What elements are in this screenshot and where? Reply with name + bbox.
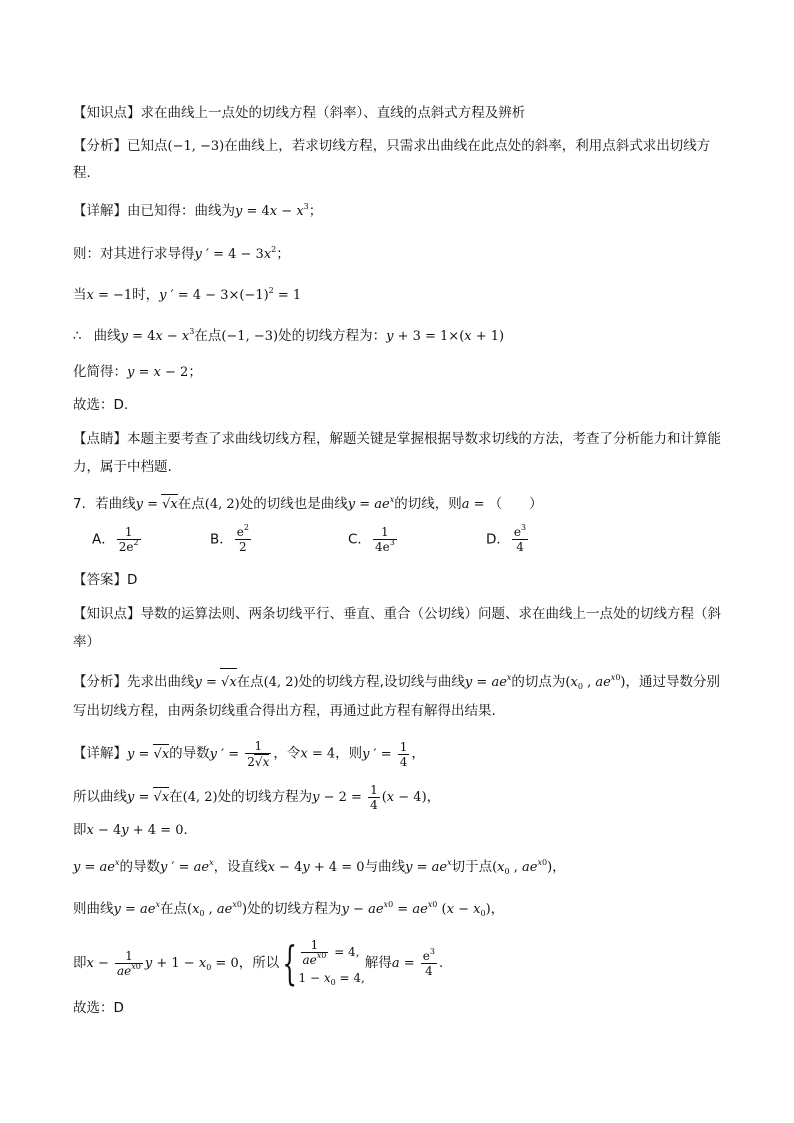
param-a: a [461, 497, 470, 512]
line-equation: x − 4y + 4 = 0 [267, 860, 365, 875]
option-b [210, 525, 253, 554]
choice-line-1 [73, 395, 128, 415]
choice-text: 故选：D [73, 1000, 124, 1016]
solution-text: 即 [73, 955, 87, 971]
solution-text: 处的切线方程为 [217, 789, 313, 805]
option-label: D． [486, 531, 510, 548]
therefore-symbol: ∴ [73, 328, 82, 344]
analysis-text: 先求出曲线 [127, 674, 195, 690]
x-value: x = −1 [86, 288, 133, 303]
question-text: 在点 [177, 496, 205, 512]
question-text: 的切线，则 [394, 496, 462, 512]
x-value: x = 4 [300, 746, 336, 762]
equation-system: $\frac{1}{ae^{x0}}$ = 4, $1 - x_0 = 4$, [298, 937, 365, 987]
point-42: (4, 2) [263, 675, 299, 690]
solution-2-line-6 [73, 935, 443, 992]
analysis-2 [73, 668, 723, 725]
solution-text: 切于点 [451, 859, 493, 875]
solution-text: ，所以 [238, 955, 280, 971]
choice-line-2 [73, 998, 124, 1018]
tangent-equation: y − 2 = $\frac{1}{4}$ (x − 4) [312, 783, 427, 812]
line-form: x − $\frac{1}{ae^{x0}}$ $y + 1 - x_0 = 0$ [86, 949, 239, 978]
slope-expression: y ′ = $4 - 3\times(-1)^2 = 1$ [159, 286, 302, 303]
point-42: (4, 2) [204, 497, 240, 512]
analysis-paragraph [73, 133, 723, 186]
sqrt-curve: y = √x [127, 790, 169, 805]
solution-text: 所以曲线 [73, 789, 127, 805]
solution-line-2: 则：对其进行求导得y ′ = $4 - 3x^2$； [73, 245, 290, 262]
review-text: 本题主要考查了求曲线切线方程，解题关键是掌握根据导数求切线的方法，考查了分析能力和计算能力，属于中档题. [73, 431, 721, 475]
solution-text: ，令 [273, 745, 301, 762]
solution-text: 的导数 [169, 745, 210, 762]
solution-2-line-3 [73, 820, 188, 841]
simplified-equation: y = x − 2 [127, 365, 189, 380]
analysis-text: 处的切线方程,设切线与曲线 [298, 674, 465, 690]
answer-value: D [127, 572, 138, 588]
solution-2-line-1: 【详解】y = √x的导数y ′ = $\frac{1}{2√x}$ ，令x = 4，则y ′ = $\frac{1}{4}$ ， [73, 739, 425, 769]
solution-2-line-2: 所以曲线y = √x在(4, 2)处的切线方程为y − 2 = $\frac{1}{4}$ (x − 4)， [73, 783, 441, 812]
knowledge-point-tag: 【知识点】 [73, 606, 141, 622]
solution-line-4 [73, 326, 504, 347]
solution-line-3 [73, 285, 301, 306]
answer-tag: 【答案】 [73, 572, 127, 588]
solution-text: 处的切线方程为 [247, 901, 342, 917]
exp-curve: $y = ae^x$ [73, 858, 120, 875]
analysis-text: 已知点 [127, 138, 168, 154]
tangent-point: ($x_0$ , $ae^{x0}$) [492, 858, 553, 876]
point-expression: (−1, −3) [167, 139, 225, 154]
curve-equation: $y = 4x - x^3$ [235, 202, 309, 219]
option-a-fraction: $\frac{1}{2e^2}$ [118, 525, 139, 554]
derivative-expression: y ′ = $4 - 3x^2$ [194, 245, 277, 262]
slope-value: y ′ = $\frac{1}{4}$ [362, 739, 408, 769]
knowledge-point-text: 导数的运算法则、两条切线平行、垂直、重合（公切线）问题、求在曲线上一点处的切线方程（斜率） [73, 606, 721, 650]
option-label: A． [92, 531, 115, 548]
solution-text: 在点 [160, 901, 187, 917]
analysis-text: 在点 [236, 674, 264, 690]
knowledge-point-tag: 【知识点】 [73, 105, 141, 121]
option-c-fraction: $\frac{1}{4e^3}$ [374, 525, 395, 554]
result-a: a = $\frac{e^3}{4}$ . [391, 947, 444, 978]
solution-text: 由已知得：曲线为 [127, 203, 235, 219]
choice-text: 故选：D. [73, 397, 129, 413]
solution-tag: 【详解】 [73, 203, 127, 219]
solution-text: 则：对其进行求导得 [73, 246, 195, 262]
option-d [486, 525, 530, 554]
sqrt-curve: y = √x [127, 747, 169, 762]
analysis-text: 在曲线上，若求切线方程，只需求出曲线在此点处的斜率，利用点斜式求出切线方程． [73, 138, 711, 181]
review-paragraph [73, 425, 723, 481]
derivative-expression: y ′ = $\frac{1}{2√x}$ [209, 739, 270, 769]
solution-2-line-4: $y = ae^x$的导数y ′ = $ae^x$，设直线x − 4y + 4 = 0与曲线$y = ae^x$切于点($x_0$ , $ae^{x0}$)， [73, 858, 566, 876]
solution-text: 在点 [194, 328, 222, 344]
solution-text: 在 [169, 789, 183, 805]
solution-text: ，则 [335, 745, 363, 762]
solution-text: 的导数 [119, 859, 160, 875]
solution-2-line-5: 则曲线$y = ae^x$在点($x_0$ , $ae^{x0}$)处的切线方程为$y - ae^{x0} = ae^{x0}$ $(x - x_0)$， [73, 900, 505, 918]
knowledge-point-2 [73, 600, 723, 656]
knowledge-point-line [73, 103, 525, 123]
question-text: 处的切线也是曲线 [239, 496, 348, 512]
solution-text: 时， [132, 287, 160, 303]
tangent-equation-exp: $y - ae^{x0} = ae^{x0}$ $(x - x_0)$ [341, 900, 491, 918]
analysis-tag: 【分析】 [73, 674, 127, 690]
option-a [92, 525, 143, 554]
sqrt-curve: y = √x [136, 497, 178, 512]
question-7: 7．若曲线y = √x在点(4, 2)处的切线也是曲线$y = ae^x$的切线，则a = （ ） [73, 494, 543, 515]
exp-curve: $y = ae^x$ [405, 858, 452, 875]
answer-line [73, 570, 137, 590]
option-c [348, 525, 399, 554]
exp-derivative: y ′ = $ae^x$ [160, 858, 214, 875]
point-42: (4, 2) [182, 790, 218, 805]
system-brace: { [282, 936, 298, 990]
solution-text: ，设直线 [213, 859, 268, 875]
solution-text: 解得 [364, 955, 392, 971]
line-equation: x − 4y + 4 = 0. [86, 823, 188, 838]
solution-text: 即 [73, 822, 87, 838]
sqrt-curve: y = √x [195, 675, 237, 690]
solution-text: 则曲线 [73, 901, 114, 917]
curve-equation: $y = 4x - x^3$ [120, 327, 195, 344]
solution-line-5: 化简得：y = x − 2； [73, 364, 202, 380]
point-expression: (−1, −3) [221, 329, 279, 344]
exp-curve: $y = ae^x$ [347, 495, 395, 512]
solution-text: 曲线 [93, 328, 121, 344]
tangent-point: ($x_0$ , $ae^{x0}$) [565, 673, 626, 691]
tangent-point: ($x_0$ , $ae^{x0}$) [187, 900, 248, 918]
solution-text: 处的切线方程为： [278, 328, 387, 344]
solution-tag: 【详解】 [73, 745, 127, 762]
solution-line-1: 【详解】由已知得：曲线为$y = 4x - x^3$； [73, 202, 323, 219]
analysis-tag: 【分析】 [73, 138, 127, 154]
solution-text: 当 [73, 287, 87, 303]
tangent-equation: y + 3 = 1×(x + 1) [386, 329, 505, 344]
exp-curve: $y = ae^x$ [113, 900, 160, 917]
option-b-fraction: $\frac{e^2}{2}$ [236, 523, 249, 554]
solution-text: 化简得： [73, 364, 127, 380]
analysis-text: 的切点为 [511, 674, 566, 690]
option-label: C． [348, 531, 371, 548]
knowledge-point-text: 求在曲线上一点处的切线方程（斜率）、直线的点斜式方程及辨析 [140, 105, 526, 121]
question-text: 7．若曲线 [73, 496, 136, 512]
question-blank: （ ） [488, 496, 543, 512]
solution-text: 与曲线 [364, 859, 406, 875]
review-tag: 【点睛】 [73, 431, 127, 447]
option-d-fraction: $\frac{e^3}{4}$ [513, 523, 527, 554]
exp-curve: $y = ae^x$ [464, 673, 512, 690]
option-label: B． [210, 531, 233, 548]
analysis-text: ，通过导数分别写出切线方程，由两条切线重合得出方程，再通过此方程有解得出结果. [73, 674, 720, 719]
